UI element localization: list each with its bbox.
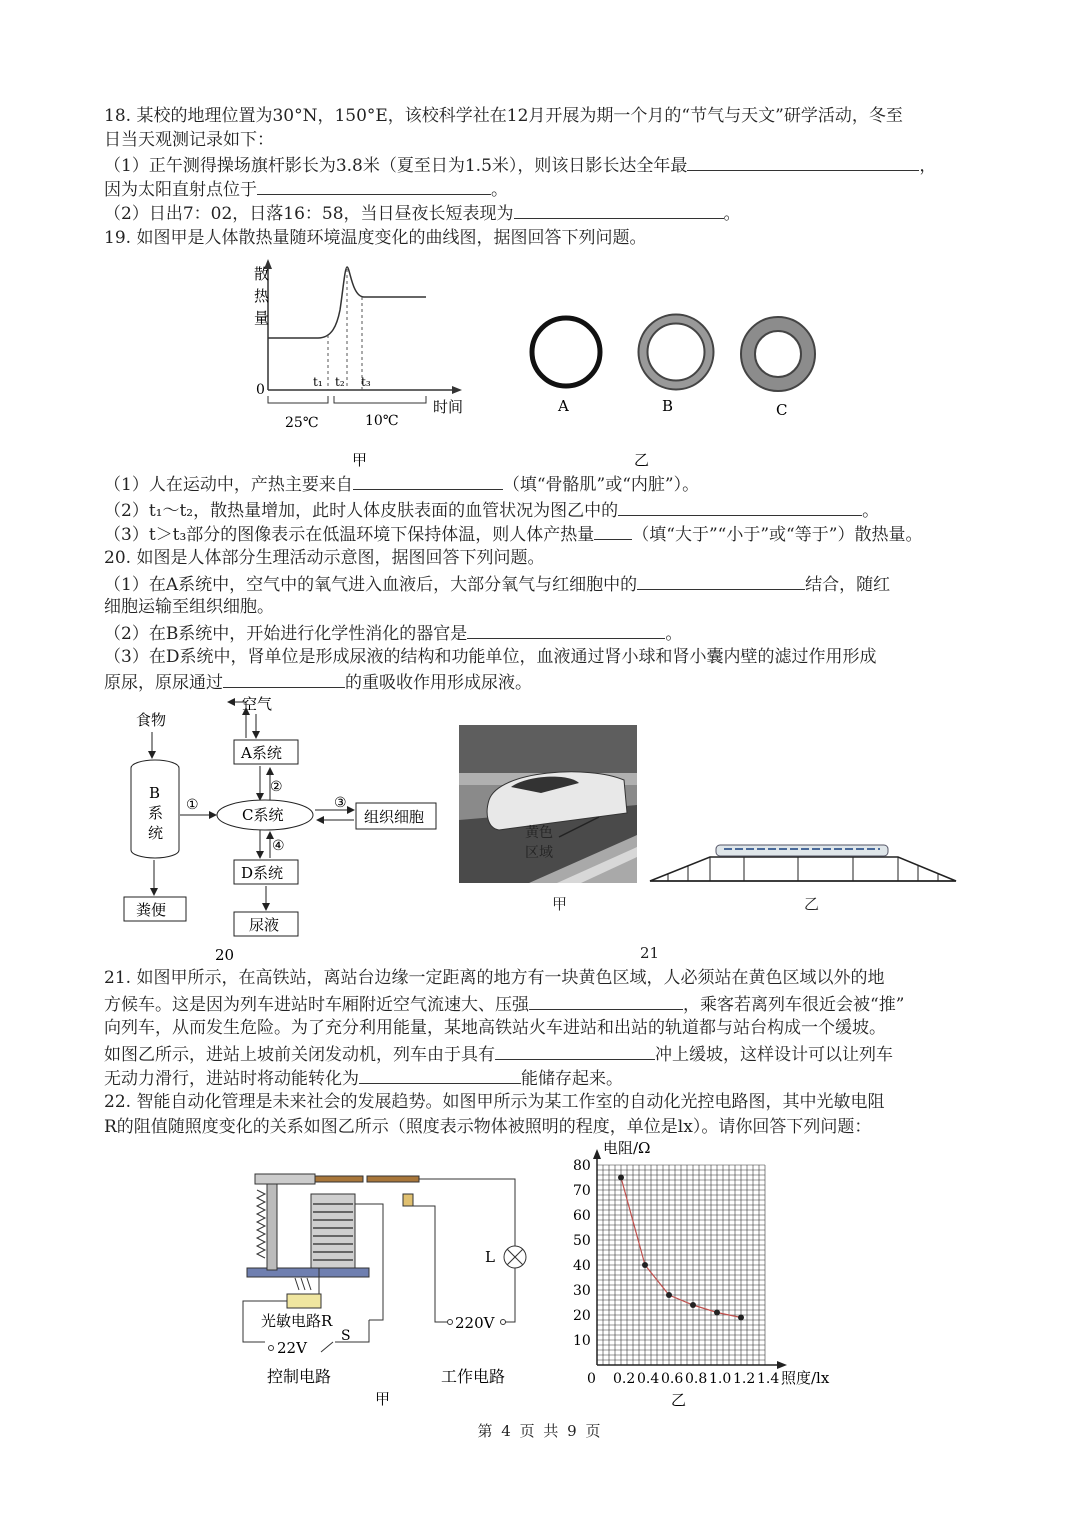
ring-a (532, 318, 600, 386)
answer-blank[interactable] (618, 497, 862, 516)
answer-blank[interactable] (467, 620, 665, 639)
circuit-caption: 甲 (375, 1390, 391, 1408)
temp-25-label: 25℃ (285, 415, 319, 431)
figure-number-21: 21 (640, 944, 660, 962)
lamp-label: L (485, 1248, 495, 1266)
q18-line4 (104, 176, 508, 202)
q18-line3 (104, 152, 936, 178)
num-3: ③ (334, 795, 347, 811)
x-tick-label: 0.6 (661, 1371, 684, 1387)
q18-line2: 日当天观测记录如下： (104, 130, 274, 150)
y-axis-arrow (593, 1149, 601, 1159)
a-system-label: A系统 (241, 744, 282, 762)
b-label: 统 (148, 824, 164, 842)
x-tick-label: 1.0 (709, 1371, 732, 1387)
tissue-label: 组织细胞 (364, 808, 425, 826)
v22-label: 22V (277, 1339, 307, 1357)
q19-text: （填“大于”“小于”或“等于”）散热量。 (632, 525, 923, 545)
switch-s[interactable] (321, 1342, 333, 1352)
x-tick-label: 0.8 (685, 1371, 708, 1387)
q21-text: ，乘客若离列车很近会被“推” (683, 995, 905, 1015)
armature (255, 1174, 315, 1184)
y-tick-label: 10 (573, 1333, 591, 1349)
x-axis-arrow (777, 1361, 787, 1369)
data-point (738, 1315, 744, 1321)
q20-p1c: 细胞运输至组织细胞。 (104, 597, 274, 617)
page-footer: 第 4 页 共 9 页 (477, 1422, 603, 1440)
switch-label: S (341, 1328, 351, 1344)
q20-text: 结合，随红 (805, 575, 891, 595)
q19-p3 (104, 521, 922, 547)
q19-p1 (104, 471, 699, 497)
q21-line5 (104, 1065, 623, 1091)
light-rays (295, 1278, 311, 1290)
q20-p1 (104, 571, 890, 597)
c-system-label: C系统 (242, 806, 284, 824)
q19-text: （1）人在运动中，产热主要来自 (104, 475, 353, 495)
q22-line1: 22. 智能自动化管理是未来社会的发展趋势。如图甲所示为某工作室的自动化光控电路图，其中光敏电阻 (104, 1092, 885, 1112)
yellow-label: 黄色 (525, 825, 553, 841)
v220-label: 220V (455, 1314, 495, 1332)
work-wire (505, 1268, 515, 1322)
y-tick-label: 80 (573, 1158, 591, 1174)
q19-p2 (104, 497, 879, 523)
data-point (618, 1175, 624, 1181)
t2-label: t₂ (335, 375, 345, 389)
answer-blank[interactable] (637, 571, 805, 590)
upper-contact (367, 1176, 419, 1182)
x-tick-label: 0.2 (613, 1371, 636, 1387)
station-roof (459, 725, 637, 773)
q21-text: 方候车。这是因为列车进站时车厢附近空气流速大、压强 (104, 995, 529, 1015)
train-photo (459, 725, 637, 883)
q20-text: 。 (665, 624, 683, 644)
electromagnet-coil (311, 1194, 355, 1268)
temp-10-label: 10℃ (365, 413, 399, 429)
data-point (714, 1310, 720, 1316)
data-point (642, 1262, 648, 1268)
y-tick-label: 70 (573, 1183, 591, 1199)
data-point (690, 1302, 696, 1308)
terminal (269, 1346, 274, 1351)
y-tick-label: 30 (573, 1283, 591, 1299)
y-label: 量 (254, 309, 270, 327)
coil-wire (355, 1204, 383, 1320)
t3-label: t₃ (361, 375, 371, 389)
num-1: ① (186, 797, 199, 813)
bracket-10 (334, 396, 426, 403)
y-tick-label: 20 (573, 1308, 591, 1324)
q21-line4 (104, 1041, 893, 1067)
answer-blank[interactable] (514, 200, 724, 219)
q19-text: 。 (862, 501, 880, 521)
spring (257, 1190, 265, 1258)
b-label: B (149, 784, 161, 802)
origin-label: 0 (256, 382, 265, 398)
yellow-label: 区域 (525, 845, 553, 861)
ring-c-inner (748, 324, 808, 384)
feces-label: 粪便 (136, 901, 167, 919)
q20-p3: （3）在D系统中，肾单位是形成尿液的结构和功能单位，血液通过肾小球和肾小囊内壁的滤过作用形成 (104, 647, 877, 667)
x-axis-arrow (452, 386, 462, 394)
b-label: 系 (148, 804, 164, 822)
x-tick-label: 1.4 (757, 1371, 780, 1387)
answer-blank[interactable] (353, 471, 503, 490)
chart-caption: 乙 (671, 1391, 687, 1409)
sensor-label: 光敏电路R (261, 1312, 333, 1330)
y-label: 散 (254, 265, 270, 283)
answer-blank[interactable] (687, 152, 919, 171)
answer-blank[interactable] (594, 521, 632, 540)
x-tick-label: 0 (587, 1371, 596, 1387)
slope-caption: 乙 (804, 895, 820, 913)
base-plate (247, 1268, 369, 1277)
answer-blank[interactable] (359, 1065, 521, 1084)
contact-arm (315, 1176, 363, 1182)
terminal (448, 1320, 453, 1325)
data-point (666, 1292, 672, 1298)
slope-outline (650, 857, 956, 881)
q18-line5 (104, 200, 741, 226)
q21-text: 如图乙所示，进站上坡前关闭发动机，列车由于具有 (104, 1045, 495, 1065)
y-tick-label: 50 (573, 1233, 591, 1249)
diagram-number: 20 (215, 946, 235, 964)
q18-text: （1）正午测得操场旗杆影长为3.8米（夏至日为1.5米），则该日影长达全年最 (104, 156, 688, 176)
bracket-25 (268, 396, 328, 403)
q19-text: （2）t₁～t₂，散热量增加，此时人体皮肤表面的血管状况为图乙中的 (104, 501, 619, 521)
q19-intro: 19. 如图甲是人体散热量随环境温度变化的曲线图，据图回答下列问题。 (104, 228, 647, 248)
q20-text: （2）在B系统中，开始进行化学性消化的器官是 (104, 624, 468, 644)
q20-text: （1）在A系统中，空气中的氧气进入血液后，大部分氧气与红细胞中的 (104, 575, 638, 595)
resistance-chart (565, 1135, 855, 1410)
q18-text: 。 (491, 180, 508, 200)
work-wire (419, 1179, 515, 1246)
photoresistor (287, 1294, 321, 1308)
ring-b-label: B (662, 397, 674, 415)
q22-line2: R的阻值随照度变化的关系如图乙所示（照度表示物体被照明的程度，单位是lx）。请你回答下列问题： (104, 1117, 872, 1137)
control-circuit-label: 控制电路 (267, 1367, 332, 1386)
q20-text: 原尿，原尿通过 (104, 673, 223, 693)
urine-label: 尿液 (249, 916, 280, 934)
ring-a-label: A (558, 397, 569, 415)
q21-text: 冲上缓坡，这样设计可以让列车 (655, 1045, 893, 1065)
q20-intro: 20. 如图是人体部分生理活动示意图，据图回答下列问题。 (104, 548, 545, 568)
answer-blank[interactable] (223, 669, 345, 688)
q21-text: 无动力滑行，进站时将动能转化为 (104, 1069, 359, 1089)
num-4: ④ (272, 838, 285, 854)
x-tick-label: 0.4 (637, 1371, 660, 1387)
q18-text: ， (919, 156, 937, 176)
ring-b-inner (643, 319, 709, 385)
graph-caption: 甲 (352, 451, 368, 469)
chart-grid (597, 1165, 765, 1365)
q18-text: （2）日出7：02，日落16：58，当日昼夜长短表现为 (104, 204, 514, 224)
x-axis-label: 照度/lx (781, 1369, 830, 1387)
q20-text: 的重吸收作用形成尿液。 (345, 673, 532, 693)
q20-p2 (104, 620, 682, 646)
food-label: 食物 (136, 711, 167, 729)
slope-diagram (648, 835, 960, 890)
q18-text: 因为太阳直射点位于 (104, 180, 257, 200)
num-2: ② (270, 779, 283, 795)
work-wire (408, 1206, 447, 1322)
q21-line3: 向列车，从而发生危险。为了充分利用能量，某地高铁站火车进站和出站的轨道都与站台构成一个缓坡。 (104, 1018, 886, 1038)
train-on-slope (716, 845, 888, 856)
q18-line1: 18. 某校的地理位置为30°N，150°E，该校科学社在12月开展为期一个月的“节气与天文”研学活动，冬至 (104, 106, 903, 126)
train-photo-caption: 甲 (552, 895, 568, 913)
q19-text: （3）t＞t₃部分的图像表示在低温环境下保持体温，则人体产热量 (104, 525, 595, 545)
y-label: 热 (254, 287, 270, 305)
ring-c-label: C (776, 401, 788, 419)
y-axis-label: 电阻/Ω (603, 1139, 651, 1157)
pivot-post (267, 1174, 277, 1270)
rings-caption: 乙 (634, 451, 650, 469)
q18-text: 。 (723, 204, 741, 224)
y-tick-label: 60 (573, 1208, 591, 1224)
air-label: 空气 (242, 695, 273, 713)
blood-vessel-rings (520, 305, 830, 470)
heat-dissipation-graph (240, 255, 480, 470)
q21-text: 能储存起来。 (521, 1069, 623, 1089)
y-tick-label: 40 (573, 1258, 591, 1274)
d-system-label: D系统 (241, 864, 284, 882)
lower-contact (403, 1194, 413, 1206)
q21-line2 (104, 991, 904, 1017)
q21-line1: 21. 如图甲所示，在高铁站，离站台边缘一定距离的地方有一块黄色区域，人必须站在黄色区域以外的地 (104, 968, 885, 988)
t1-label: t₁ (313, 375, 323, 389)
x-label: 时间 (433, 398, 464, 416)
terminal (501, 1320, 506, 1325)
x-tick-label: 1.2 (733, 1371, 756, 1387)
answer-blank[interactable] (529, 991, 683, 1010)
answer-blank[interactable] (495, 1041, 655, 1060)
q19-text: （填“骨骼肌”或“内脏”）。 (502, 475, 700, 495)
light-control-circuit (235, 1160, 555, 1410)
answer-blank[interactable] (257, 176, 491, 195)
physiology-diagram (110, 690, 450, 965)
work-circuit-label: 工作电路 (441, 1367, 506, 1386)
